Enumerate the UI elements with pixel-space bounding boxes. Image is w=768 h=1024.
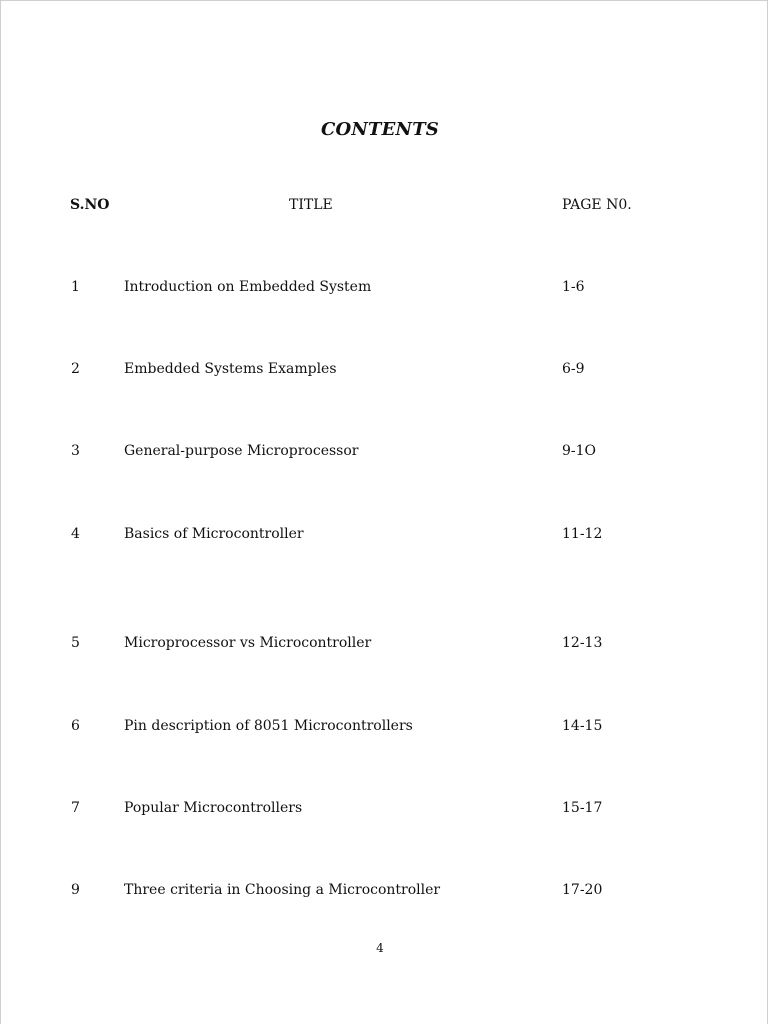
toc-row-page: 11-12 [562,526,603,542]
toc-row-page: 9-1O [562,443,597,459]
toc-row [1,443,768,463]
toc-row-number: 2 [71,361,80,377]
contents-heading: CONTENTS [320,119,440,140]
toc-row-number: 7 [71,800,80,816]
toc-row-page: 15-17 [562,800,603,816]
toc-row-number: 9 [71,882,80,898]
toc-row [1,279,768,299]
toc-row [1,526,768,546]
toc-row-page: 17-20 [562,882,603,898]
toc-row [1,361,768,381]
toc-row [1,718,768,738]
toc-row-page: 6-9 [562,361,585,377]
toc-row-number: 4 [71,526,80,542]
toc-row [1,882,768,902]
toc-row-number: 3 [71,443,80,459]
toc-row-number: 5 [71,635,80,651]
toc-row-page: 1-6 [562,279,585,295]
toc-row-number: 6 [71,718,80,734]
toc-row-title: Popular Microcontrollers [124,800,303,816]
toc-row-title: Introduction on Embedded System [124,279,372,295]
toc-row-title: Microprocessor vs Microcontroller [124,635,372,651]
toc-row [1,800,768,820]
toc-row-title: Three criteria in Choosing a Microcontroller [124,882,441,898]
page-number: 4 [376,941,384,955]
toc-row-page: 14-15 [562,718,603,734]
column-header-title: TITLE [289,197,333,213]
toc-row-title: Basics of Microcontroller [124,526,304,542]
toc-row-title: Pin description of 8051 Microcontrollers [124,718,413,734]
toc-row-number: 1 [71,279,80,295]
toc-row-title: General-purpose Microprocessor [124,443,359,459]
column-header-sno: S.NO [70,197,110,213]
toc-row-page: 12-13 [562,635,603,651]
toc-row-title: Embedded Systems Examples [124,361,337,377]
toc-row [1,635,768,655]
column-header-page: PAGE N0. [562,197,632,213]
